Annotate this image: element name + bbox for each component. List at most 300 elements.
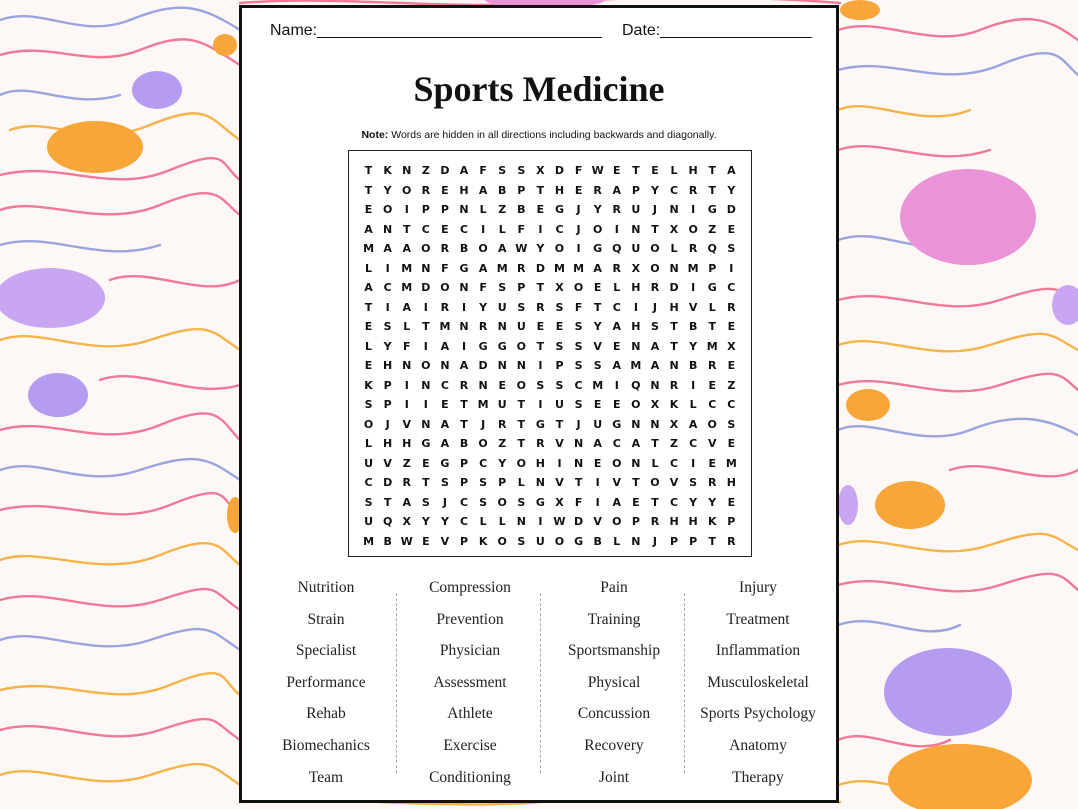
grid-letter: X [669, 222, 679, 236]
grid-letter: N [535, 476, 545, 489]
grid-letter: C [727, 398, 736, 411]
grid-letter: I [691, 456, 696, 470]
grid-letter: H [535, 456, 545, 470]
grid-letter: A [650, 339, 660, 353]
grid-letter: J [652, 300, 657, 314]
grid-letter: E [498, 378, 506, 392]
grid-letter: K [669, 398, 679, 411]
grid-letter: O [707, 417, 717, 431]
grid-letter: M [573, 261, 585, 275]
grid-letter: O [554, 242, 565, 255]
grid-letter: K [478, 534, 488, 548]
grid-letter: E [727, 437, 736, 450]
grid-letter: R [669, 378, 679, 392]
grid-letter: M [706, 339, 718, 353]
grid-letter: R [612, 203, 621, 216]
grid-letter: C [689, 437, 698, 450]
grid-letter: Y [383, 339, 392, 353]
grid-letter: A [727, 164, 736, 177]
grid-letter: A [402, 242, 411, 255]
grid-letter: C [670, 495, 679, 509]
grid-letter: N [669, 203, 679, 216]
grid-row [359, 200, 741, 220]
grid-letter: E [422, 534, 430, 548]
grid-letter: E [727, 495, 736, 509]
word-column-2 [398, 578, 542, 799]
grid-letter: M [554, 261, 565, 275]
grid-letter: R [517, 261, 526, 275]
grid-letter: N [497, 320, 507, 333]
grid-letter: A [364, 281, 373, 294]
word-bank-item: Joint [598, 768, 630, 786]
grid-letter: I [633, 300, 638, 314]
grid-letter: O [516, 339, 526, 353]
grid-letter: V [612, 476, 622, 489]
grid-letter: L [365, 261, 373, 275]
grid-letter: G [497, 339, 507, 353]
grid-letter: U [364, 456, 374, 470]
grid-letter: E [441, 183, 449, 197]
instruction-note [242, 129, 836, 141]
grid-letter: F [402, 339, 411, 353]
grid-letter: W [591, 164, 604, 177]
grid-letter: B [688, 359, 698, 372]
grid-letter: D [535, 261, 545, 275]
word-bank-item: Exercise [443, 736, 497, 754]
grid-letter: S [498, 281, 507, 294]
note-text: Words are hidden in all directions including backwards and diagonally. [388, 129, 717, 141]
grid-letter: E [364, 359, 373, 372]
grid-letter: U [555, 398, 564, 411]
word-bank-item: Therapy [732, 768, 784, 786]
grid-letter: D [554, 164, 565, 177]
grid-letter: F [574, 300, 583, 314]
word-bank-item: Treatment [726, 610, 790, 628]
grid-letter: N [669, 261, 679, 275]
grid-letter: S [555, 339, 564, 353]
grid-letter: I [557, 456, 562, 470]
grid-letter: J [652, 534, 657, 548]
grid-letter: O [631, 398, 641, 411]
grid-letter: M [687, 261, 699, 275]
grid-letter: M [477, 398, 489, 411]
grid-letter: B [517, 203, 526, 216]
grid-letter: H [631, 281, 641, 294]
grid-letter: R [421, 183, 431, 197]
word-bank-item: Inflammation [715, 642, 801, 660]
grid-letter: Z [708, 222, 717, 236]
word-bank-item: Concussion [577, 705, 651, 723]
grid-letter: I [404, 203, 409, 216]
grid-letter: V [555, 437, 564, 450]
grid-letter: R [707, 359, 717, 372]
grid-letter: G [535, 417, 545, 431]
grid-letter: N [650, 378, 660, 392]
grid-letter: R [440, 242, 450, 255]
grid-letter: E [727, 359, 736, 372]
grid-letter: F [479, 281, 487, 294]
grid-letter: L [479, 203, 487, 216]
grid-letter: Q [612, 242, 622, 255]
grid-letter: U [631, 203, 641, 216]
grid-letter: T [708, 183, 716, 197]
grid-letter: E [422, 456, 430, 470]
grid-letter: V [688, 300, 698, 314]
grid-letter: R [440, 300, 450, 314]
grid-row [359, 532, 741, 552]
grid-letter: T [651, 495, 659, 509]
grid-letter: L [403, 320, 411, 333]
grid-letter: K [707, 515, 717, 528]
grid-letter: E [441, 398, 449, 411]
grid-letter: O [516, 456, 526, 470]
grid-letter: S [440, 476, 449, 489]
grid-letter: B [459, 242, 469, 255]
grid-letter: L [479, 515, 487, 528]
grid-letter: X [536, 164, 545, 177]
grid-letter: R [727, 534, 736, 548]
word-bank-item: Sports Psychology [700, 705, 816, 723]
grid-letter: I [691, 378, 696, 392]
grid-row [359, 337, 741, 357]
grid-letter: G [707, 281, 717, 294]
grid-letter: F [479, 164, 487, 177]
grid-letter: Q [382, 515, 393, 528]
grid-letter: H [669, 300, 679, 314]
grid-letter: G [593, 242, 603, 255]
grid-letter: E [536, 320, 545, 333]
word-bank-item: Musculoskeletal [707, 673, 809, 691]
grid-letter: A [440, 417, 450, 431]
grid-letter: I [614, 378, 619, 392]
grid-letter: E [727, 320, 736, 333]
grid-letter: O [497, 495, 507, 509]
grid-row [359, 454, 741, 474]
grid-letter: A [497, 242, 507, 255]
grid-letter: E [593, 398, 602, 411]
grid-letter: P [708, 261, 717, 275]
grid-letter: E [708, 378, 716, 392]
grid-letter: O [650, 261, 660, 275]
grid-letter: T [574, 476, 583, 489]
grid-letter: U [497, 398, 507, 411]
grid-letter: T [593, 300, 602, 314]
grid-letter: A [612, 320, 622, 333]
grid-letter: E [364, 203, 373, 216]
grid-letter: N [497, 359, 507, 372]
grid-letter: L [670, 242, 678, 255]
grid-letter: S [536, 378, 545, 392]
grid-letter: I [481, 222, 486, 236]
grid-letter: R [688, 183, 698, 197]
grid-letter: N [631, 222, 641, 236]
grid-letter: T [364, 164, 373, 177]
grid-letter: P [421, 203, 430, 216]
grid-letter: X [650, 398, 660, 411]
grid-letter: S [364, 495, 373, 509]
grid-letter: Q [707, 242, 717, 255]
grid-letter: Z [421, 164, 430, 177]
grid-letter: F [574, 495, 583, 509]
grid-letter: X [555, 495, 564, 509]
word-bank-item: Assessment [433, 673, 507, 691]
grid-letter: V [669, 476, 679, 489]
grid-row [359, 181, 741, 201]
grid-letter: E [441, 222, 449, 236]
grid-letter: G [554, 203, 564, 216]
note-label: Note: [361, 129, 389, 141]
grid-letter: Y [536, 242, 545, 255]
grid-letter: R [497, 417, 507, 431]
grid-letter: Z [727, 378, 736, 392]
grid-letter: V [707, 437, 717, 450]
grid-letter: A [631, 437, 641, 450]
grid-letter: A [364, 222, 373, 236]
grid-letter: D [726, 203, 736, 216]
grid-letter: R [650, 281, 660, 294]
grid-letter: C [383, 281, 392, 294]
grid-letter: D [440, 164, 450, 177]
grid-letter: M [439, 320, 451, 333]
grid-letter: Y [593, 320, 602, 333]
grid-letter: F [517, 222, 526, 236]
grid-letter: H [669, 515, 679, 528]
grid-letter: C [479, 456, 488, 470]
grid-letter: S [574, 339, 583, 353]
word-bank-item: Sportsmanship [567, 642, 661, 660]
grid-letter: T [651, 222, 659, 236]
grid-letter: V [593, 339, 602, 353]
grid-letter: Z [498, 437, 507, 450]
grid-row [359, 395, 741, 415]
grid-letter: G [421, 437, 431, 450]
grid-letter: I [385, 261, 390, 275]
word-bank-item: Pain [600, 579, 628, 596]
grid-letter: G [574, 534, 584, 548]
grid-letter: U [516, 320, 526, 333]
word-bank-item: Anatomy [729, 736, 787, 754]
grid-letter: L [365, 437, 373, 450]
grid-letter: A [478, 261, 488, 275]
grid-letter: W [515, 242, 528, 255]
grid-letter: L [613, 534, 621, 548]
grid-letter: W [400, 534, 413, 548]
grid-letter: P [459, 534, 469, 548]
grid-letter: B [688, 320, 698, 333]
grid-letter: N [459, 281, 469, 294]
word-bank-item: Team [308, 768, 344, 786]
grid-letter: O [650, 242, 660, 255]
grid-letter: E [364, 320, 373, 333]
grid-letter: S [517, 164, 526, 177]
grid-letter: N [459, 320, 469, 333]
grid-row [359, 356, 741, 376]
grid-letter: S [517, 495, 526, 509]
grid-letter: N [440, 359, 450, 372]
grid-letter: T [708, 534, 716, 548]
word-bank-item: Performance [286, 673, 366, 691]
grid-row [359, 415, 741, 435]
grid-letter: J [576, 203, 581, 216]
grid-letter: O [612, 456, 622, 470]
grid-letter: E [613, 339, 621, 353]
grid-letter: U [497, 300, 507, 314]
grid-letter: E [593, 281, 602, 294]
grid-letter: E [651, 164, 659, 177]
grid-letter: I [595, 476, 600, 489]
grid-letter: P [689, 534, 698, 548]
grid-letter: M [401, 281, 413, 294]
grid-letter: H [554, 183, 565, 197]
grid-letter: P [631, 183, 640, 197]
grid-letter: P [498, 476, 507, 489]
grid-letter: Z [670, 437, 679, 450]
grid-letter: N [421, 378, 431, 392]
word-bank-item: Specialist [295, 642, 357, 660]
grid-letter: Y [689, 495, 698, 509]
grid-letter: P [459, 456, 469, 470]
grid-letter: F [441, 261, 449, 275]
grid-letter: R [727, 300, 736, 314]
grid-letter: C [670, 456, 679, 470]
grid-letter: S [574, 320, 583, 333]
grid-letter: L [498, 222, 506, 236]
grid-letter: M [401, 261, 413, 275]
grid-letter: A [383, 242, 392, 255]
grid-letter: V [440, 534, 450, 548]
grid-letter: N [421, 261, 431, 275]
grid-letter: S [555, 300, 564, 314]
grid-letter: Z [402, 456, 411, 470]
grid-letter: V [555, 476, 564, 489]
grid-letter: T [402, 222, 411, 236]
grid-letter: Z [498, 203, 507, 216]
grid-letter: Y [479, 300, 488, 314]
grid-row [359, 473, 741, 493]
grid-letter: J [576, 417, 581, 431]
grid-letter: E [727, 222, 736, 236]
grid-letter: I [595, 495, 600, 509]
grid-letter: R [593, 183, 602, 197]
grid-letter: A [593, 437, 602, 450]
grid-letter: C [459, 515, 469, 528]
grid-letter: M [725, 456, 737, 470]
grid-letter: R [707, 476, 717, 489]
grid-letter: G [440, 456, 450, 470]
grid-letter: N [402, 164, 412, 177]
word-bank-item: Biomechanics [282, 736, 370, 754]
grid-letter: I [691, 203, 696, 216]
grid-letter: I [691, 281, 696, 294]
grid-letter: H [383, 437, 393, 450]
word-column-4 [686, 578, 830, 799]
grid-letter: N [631, 417, 641, 431]
grid-letter: N [650, 417, 660, 431]
grid-letter: N [631, 534, 641, 548]
grid-letter: O [573, 281, 584, 294]
grid-letter: I [614, 222, 619, 236]
grid-letter: I [729, 261, 734, 275]
grid-row [359, 493, 741, 513]
word-bank-item: Conditioning [429, 768, 511, 786]
grid-letter: I [538, 359, 543, 372]
grid-letter: I [423, 398, 428, 411]
grid-letter: A [650, 359, 660, 372]
letter-grid [348, 150, 752, 557]
grid-letter: O [554, 534, 565, 548]
grid-letter: S [383, 320, 392, 333]
grid-letter: S [593, 359, 602, 372]
grid-letter: P [383, 378, 392, 392]
grid-letter: M [630, 359, 642, 372]
grid-letter: I [423, 300, 428, 314]
grid-letter: A [612, 183, 622, 197]
grid-letter: C [440, 378, 449, 392]
grid-letter: N [459, 203, 469, 216]
grid-row [359, 317, 741, 337]
word-bank-item: Physician [439, 642, 501, 660]
grid-letter: H [688, 164, 698, 177]
worksheet-title: Sports Medicine [413, 69, 665, 109]
grid-letter: Y [593, 203, 602, 216]
grid-letter: A [593, 261, 602, 275]
grid-letter: R [536, 300, 545, 314]
grid-letter: P [631, 515, 640, 528]
grid-letter: G [459, 261, 469, 275]
word-column-3 [542, 578, 686, 799]
grid-letter: L [708, 300, 716, 314]
grid-letter: H [459, 183, 469, 197]
grid-letter: O [363, 417, 374, 431]
grid-letter: J [481, 417, 486, 431]
grid-row [359, 512, 741, 532]
grid-letter: T [708, 320, 716, 333]
grid-letter: I [461, 300, 467, 314]
grid-letter: A [459, 164, 469, 177]
grid-letter: U [593, 417, 603, 431]
grid-letter: O [382, 203, 393, 216]
grid-letter: T [632, 476, 640, 489]
grid-letter: R [612, 261, 621, 275]
word-bank-item: Physical [587, 673, 641, 691]
grid-letter: V [402, 417, 411, 431]
grid-letter: Y [689, 339, 698, 353]
grid-letter: E [613, 398, 621, 411]
grid-letter: G [478, 339, 488, 353]
grid-letter: X [555, 281, 564, 294]
grid-letter: Y [421, 515, 430, 528]
grid-letter: T [651, 437, 659, 450]
grid-letter: A [612, 359, 622, 372]
grid-letter: B [383, 534, 392, 548]
grid-letter: T [670, 320, 678, 333]
date-field-line: Date:_________________ [622, 22, 812, 39]
grid-letter: E [536, 203, 545, 216]
grid-letter: U [535, 534, 545, 548]
grid-letter: C [555, 222, 564, 236]
grid-letter: P [670, 534, 679, 548]
grid-letter: R [536, 437, 545, 450]
grid-letter: R [650, 515, 660, 528]
grid-letter: O [478, 437, 488, 450]
grid-letter: W [553, 515, 566, 528]
grid-letter: J [385, 417, 390, 431]
grid-letter: B [459, 437, 469, 450]
word-bank-item: Compression [429, 579, 511, 596]
grid-letter: P [459, 476, 469, 489]
grid-letter: L [498, 515, 506, 528]
grid-letter: T [632, 164, 640, 177]
